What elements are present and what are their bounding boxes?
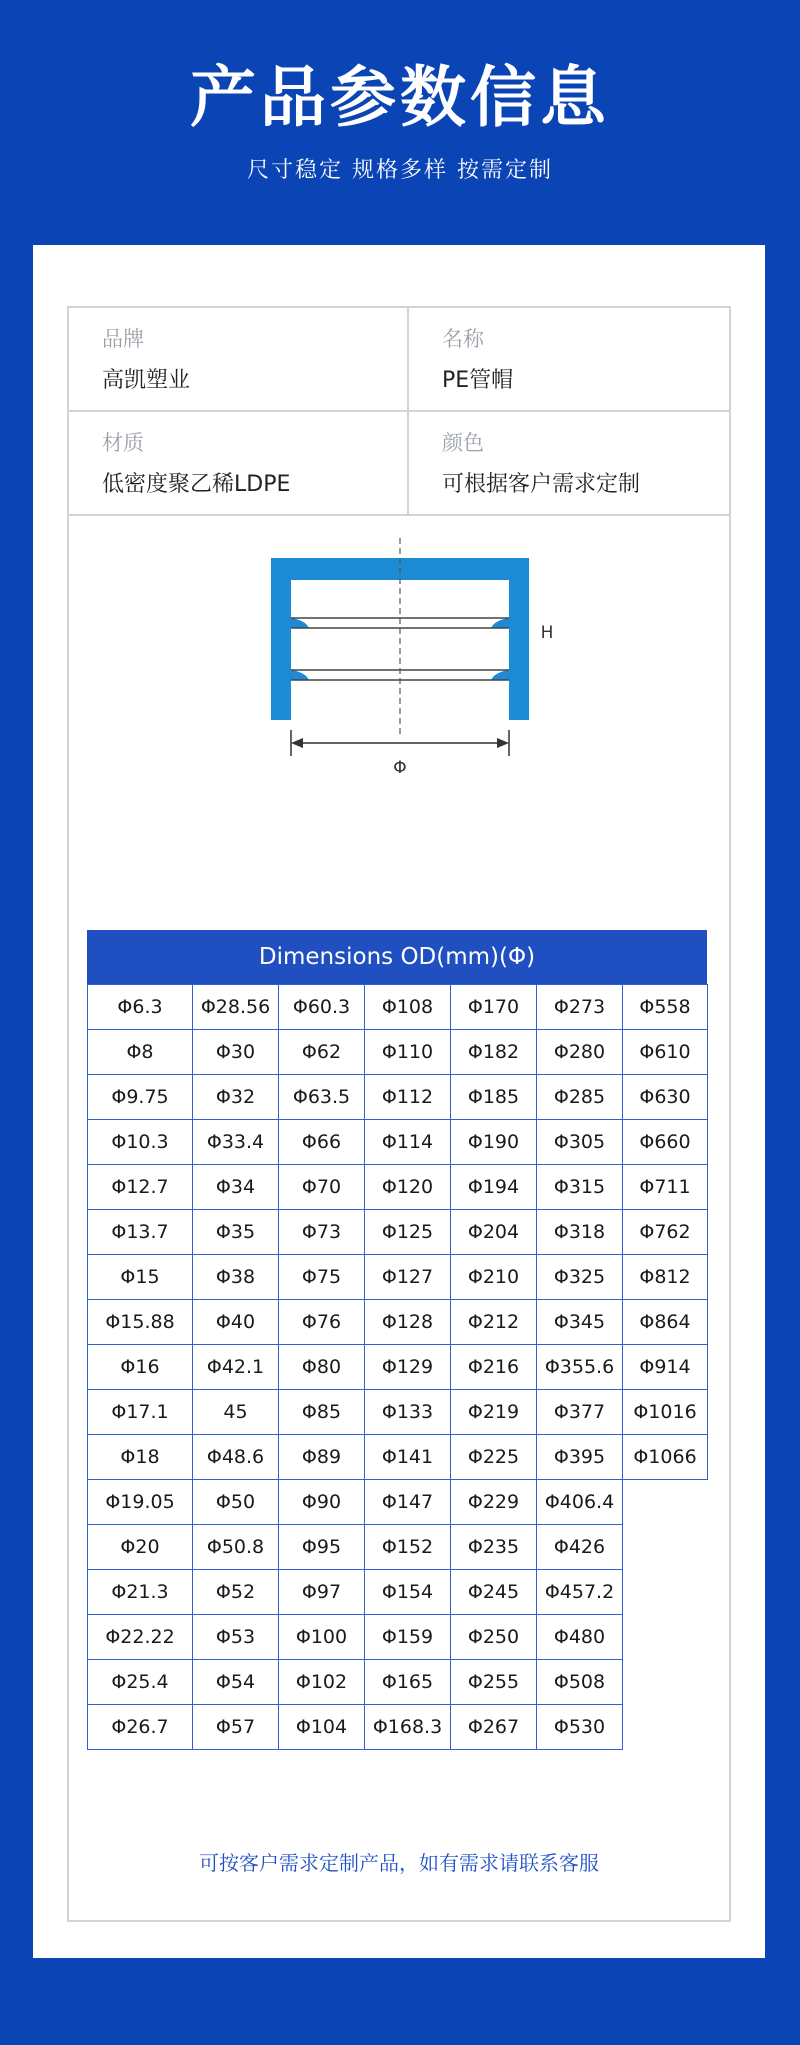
custom-order-note: 可按客户需求定制产品，如有需求请联系客服 [199, 1851, 599, 1875]
table-cell: Φ185 [451, 1075, 537, 1120]
table-row [88, 1570, 708, 1615]
table-cell: Φ129 [365, 1345, 451, 1390]
table-row [88, 1210, 708, 1255]
table-cell: Φ182 [451, 1030, 537, 1075]
table-cell: Φ16 [88, 1345, 193, 1390]
info-value: 可根据客户需求定制 [442, 472, 641, 497]
table-cell: Φ812 [623, 1255, 708, 1300]
table-cell: Φ89 [279, 1435, 365, 1480]
table-row [88, 1075, 708, 1120]
table-cell: Φ508 [537, 1660, 623, 1705]
table-row [88, 1300, 708, 1345]
info-label: 颜色 [442, 431, 484, 455]
table-cell: Φ112 [365, 1075, 451, 1120]
table-cell: Φ76 [279, 1300, 365, 1345]
table-cell: Φ125 [365, 1210, 451, 1255]
table-cell: Φ426 [537, 1525, 623, 1570]
table-cell: Φ210 [451, 1255, 537, 1300]
table-cell: Φ75 [279, 1255, 365, 1300]
table-cell: Φ62 [279, 1030, 365, 1075]
table-cell: Φ245 [451, 1570, 537, 1615]
table-cell: Φ395 [537, 1435, 623, 1480]
table-row [88, 1525, 708, 1570]
table-cell: Φ154 [365, 1570, 451, 1615]
table-cell: Φ128 [365, 1300, 451, 1345]
table-cell: Φ15 [88, 1255, 193, 1300]
table-cell: Φ141 [365, 1435, 451, 1480]
diameter-label: Φ [393, 758, 407, 778]
table-cell: Φ9.75 [88, 1075, 193, 1120]
table-cell: Φ480 [537, 1615, 623, 1660]
table-cell: Φ318 [537, 1210, 623, 1255]
table-cell: Φ25.4 [88, 1660, 193, 1705]
info-value: 低密度聚乙稀LDPE [102, 472, 291, 497]
table-cell: Φ152 [365, 1525, 451, 1570]
table-cell: Φ630 [623, 1075, 708, 1120]
table-cell: Φ38 [193, 1255, 279, 1300]
page-title: 产品参数信息 [190, 59, 610, 136]
table-cell: Φ57 [193, 1705, 279, 1750]
table-cell: Φ168.3 [365, 1705, 451, 1750]
table-cell-empty [623, 1705, 708, 1750]
table-row [88, 1480, 708, 1525]
table-cell: Φ100 [279, 1615, 365, 1660]
table-cell-empty [623, 1525, 708, 1570]
table-cell: Φ457.2 [537, 1570, 623, 1615]
table-cell: Φ22.22 [88, 1615, 193, 1660]
table-cell: Φ114 [365, 1120, 451, 1165]
table-cell: Φ104 [279, 1705, 365, 1750]
table-cell: Φ26.7 [88, 1705, 193, 1750]
table-cell: Φ273 [537, 985, 623, 1030]
table-cell: Φ225 [451, 1435, 537, 1480]
table-cell: Φ48.6 [193, 1435, 279, 1480]
table-row [88, 1660, 708, 1705]
table-cell: Φ8 [88, 1030, 193, 1075]
table-row [88, 985, 708, 1030]
table-cell: Φ159 [365, 1615, 451, 1660]
table-cell: Φ212 [451, 1300, 537, 1345]
table-cell: Φ70 [279, 1165, 365, 1210]
table-cell: Φ28.56 [193, 985, 279, 1030]
page-subtitle: 尺寸稳定 规格多样 按需定制 [247, 158, 553, 183]
table-cell: Φ52 [193, 1570, 279, 1615]
table-row [88, 1030, 708, 1075]
table-cell: Φ1066 [623, 1435, 708, 1480]
table-cell: Φ762 [623, 1210, 708, 1255]
content-frame [67, 306, 731, 1922]
table-row [88, 1705, 708, 1750]
table-cell: Φ315 [537, 1165, 623, 1210]
table-cell: Φ325 [537, 1255, 623, 1300]
table-cell-empty [623, 1660, 708, 1705]
table-cell: Φ235 [451, 1525, 537, 1570]
table-cell: Φ229 [451, 1480, 537, 1525]
table-cell: Φ660 [623, 1120, 708, 1165]
table-cell: Φ13.7 [88, 1210, 193, 1255]
table-cell: Φ170 [451, 985, 537, 1030]
info-value: PE管帽 [442, 368, 514, 393]
table-cell: Φ219 [451, 1390, 537, 1435]
table-cell: Φ216 [451, 1345, 537, 1390]
table-cell-empty [623, 1615, 708, 1660]
table-cell: Φ102 [279, 1660, 365, 1705]
info-cell-name [409, 308, 729, 412]
table-cell: Φ10.3 [88, 1120, 193, 1165]
table-cell: Φ20 [88, 1525, 193, 1570]
dimensions-table [87, 984, 708, 1750]
table-cell: Φ80 [279, 1345, 365, 1390]
table-cell: Φ108 [365, 985, 451, 1030]
table-cell: Φ33.4 [193, 1120, 279, 1165]
table-row [88, 1165, 708, 1210]
table-cell: Φ42.1 [193, 1345, 279, 1390]
table-cell: Φ147 [365, 1480, 451, 1525]
table-cell: Φ610 [623, 1030, 708, 1075]
table-cell: Φ530 [537, 1705, 623, 1750]
content-card [33, 245, 765, 1958]
table-cell: Φ204 [451, 1210, 537, 1255]
table-cell: Φ305 [537, 1120, 623, 1165]
height-label: H [540, 623, 554, 643]
table-cell: Φ165 [365, 1660, 451, 1705]
table-cell: Φ133 [365, 1390, 451, 1435]
table-cell: Φ34 [193, 1165, 279, 1210]
table-cell: Φ17.1 [88, 1390, 193, 1435]
table-cell: Φ558 [623, 985, 708, 1030]
table-cell: Φ1016 [623, 1390, 708, 1435]
table-row [88, 1255, 708, 1300]
table-cell: Φ63.5 [279, 1075, 365, 1120]
info-cell-color [409, 412, 729, 516]
table-cell: Φ66 [279, 1120, 365, 1165]
table-cell: Φ267 [451, 1705, 537, 1750]
table-cell-empty [623, 1570, 708, 1615]
table-cell: Φ97 [279, 1570, 365, 1615]
table-cell: Φ285 [537, 1075, 623, 1120]
table-cell: Φ12.7 [88, 1165, 193, 1210]
table-cell: Φ250 [451, 1615, 537, 1660]
table-cell: Φ73 [279, 1210, 365, 1255]
table-cell: Φ110 [365, 1030, 451, 1075]
table-cell: Φ50 [193, 1480, 279, 1525]
table-cell: Φ6.3 [88, 985, 193, 1030]
table-cell: Φ194 [451, 1165, 537, 1210]
info-label: 材质 [102, 431, 144, 455]
table-cell: Φ120 [365, 1165, 451, 1210]
table-cell: Φ30 [193, 1030, 279, 1075]
table-row [88, 1120, 708, 1165]
table-cell: Φ406.4 [537, 1480, 623, 1525]
table-cell: Φ18 [88, 1435, 193, 1480]
table-cell: Φ95 [279, 1525, 365, 1570]
table-cell: Φ377 [537, 1390, 623, 1435]
table-cell: Φ85 [279, 1390, 365, 1435]
table-cell: Φ255 [451, 1660, 537, 1705]
table-cell: Φ50.8 [193, 1525, 279, 1570]
table-cell: Φ355.6 [537, 1345, 623, 1390]
table-cell: Φ19.05 [88, 1480, 193, 1525]
table-cell: Φ864 [623, 1300, 708, 1345]
table-cell: Φ21.3 [88, 1570, 193, 1615]
info-value: 高凯塑业 [102, 368, 191, 393]
table-cell: Φ40 [193, 1300, 279, 1345]
table-cell: Φ280 [537, 1030, 623, 1075]
table-cell: Φ32 [193, 1075, 279, 1120]
table-cell: Φ60.3 [279, 985, 365, 1030]
table-cell: Φ190 [451, 1120, 537, 1165]
table-cell: Φ711 [623, 1165, 708, 1210]
info-cell-brand [69, 308, 409, 412]
table-cell: Φ15.88 [88, 1300, 193, 1345]
table-cell: Φ54 [193, 1660, 279, 1705]
pipe-cap-diagram [69, 538, 729, 838]
table-cell: 45 [193, 1390, 279, 1435]
info-grid [69, 308, 729, 516]
table-row [88, 1435, 708, 1480]
info-label: 品牌 [102, 327, 144, 351]
table-row [88, 1345, 708, 1390]
table-cell: Φ914 [623, 1345, 708, 1390]
table-row [88, 1390, 708, 1435]
info-cell-material [69, 412, 409, 516]
table-cell: Φ53 [193, 1615, 279, 1660]
table-row [88, 1615, 708, 1660]
table-cell: Φ35 [193, 1210, 279, 1255]
table-cell: Φ127 [365, 1255, 451, 1300]
table-cell-empty [623, 1480, 708, 1525]
dimensions-header: Dimensions OD(mm)(Φ) [87, 930, 707, 984]
table-cell: Φ345 [537, 1300, 623, 1345]
table-cell: Φ90 [279, 1480, 365, 1525]
info-label: 名称 [442, 327, 484, 351]
